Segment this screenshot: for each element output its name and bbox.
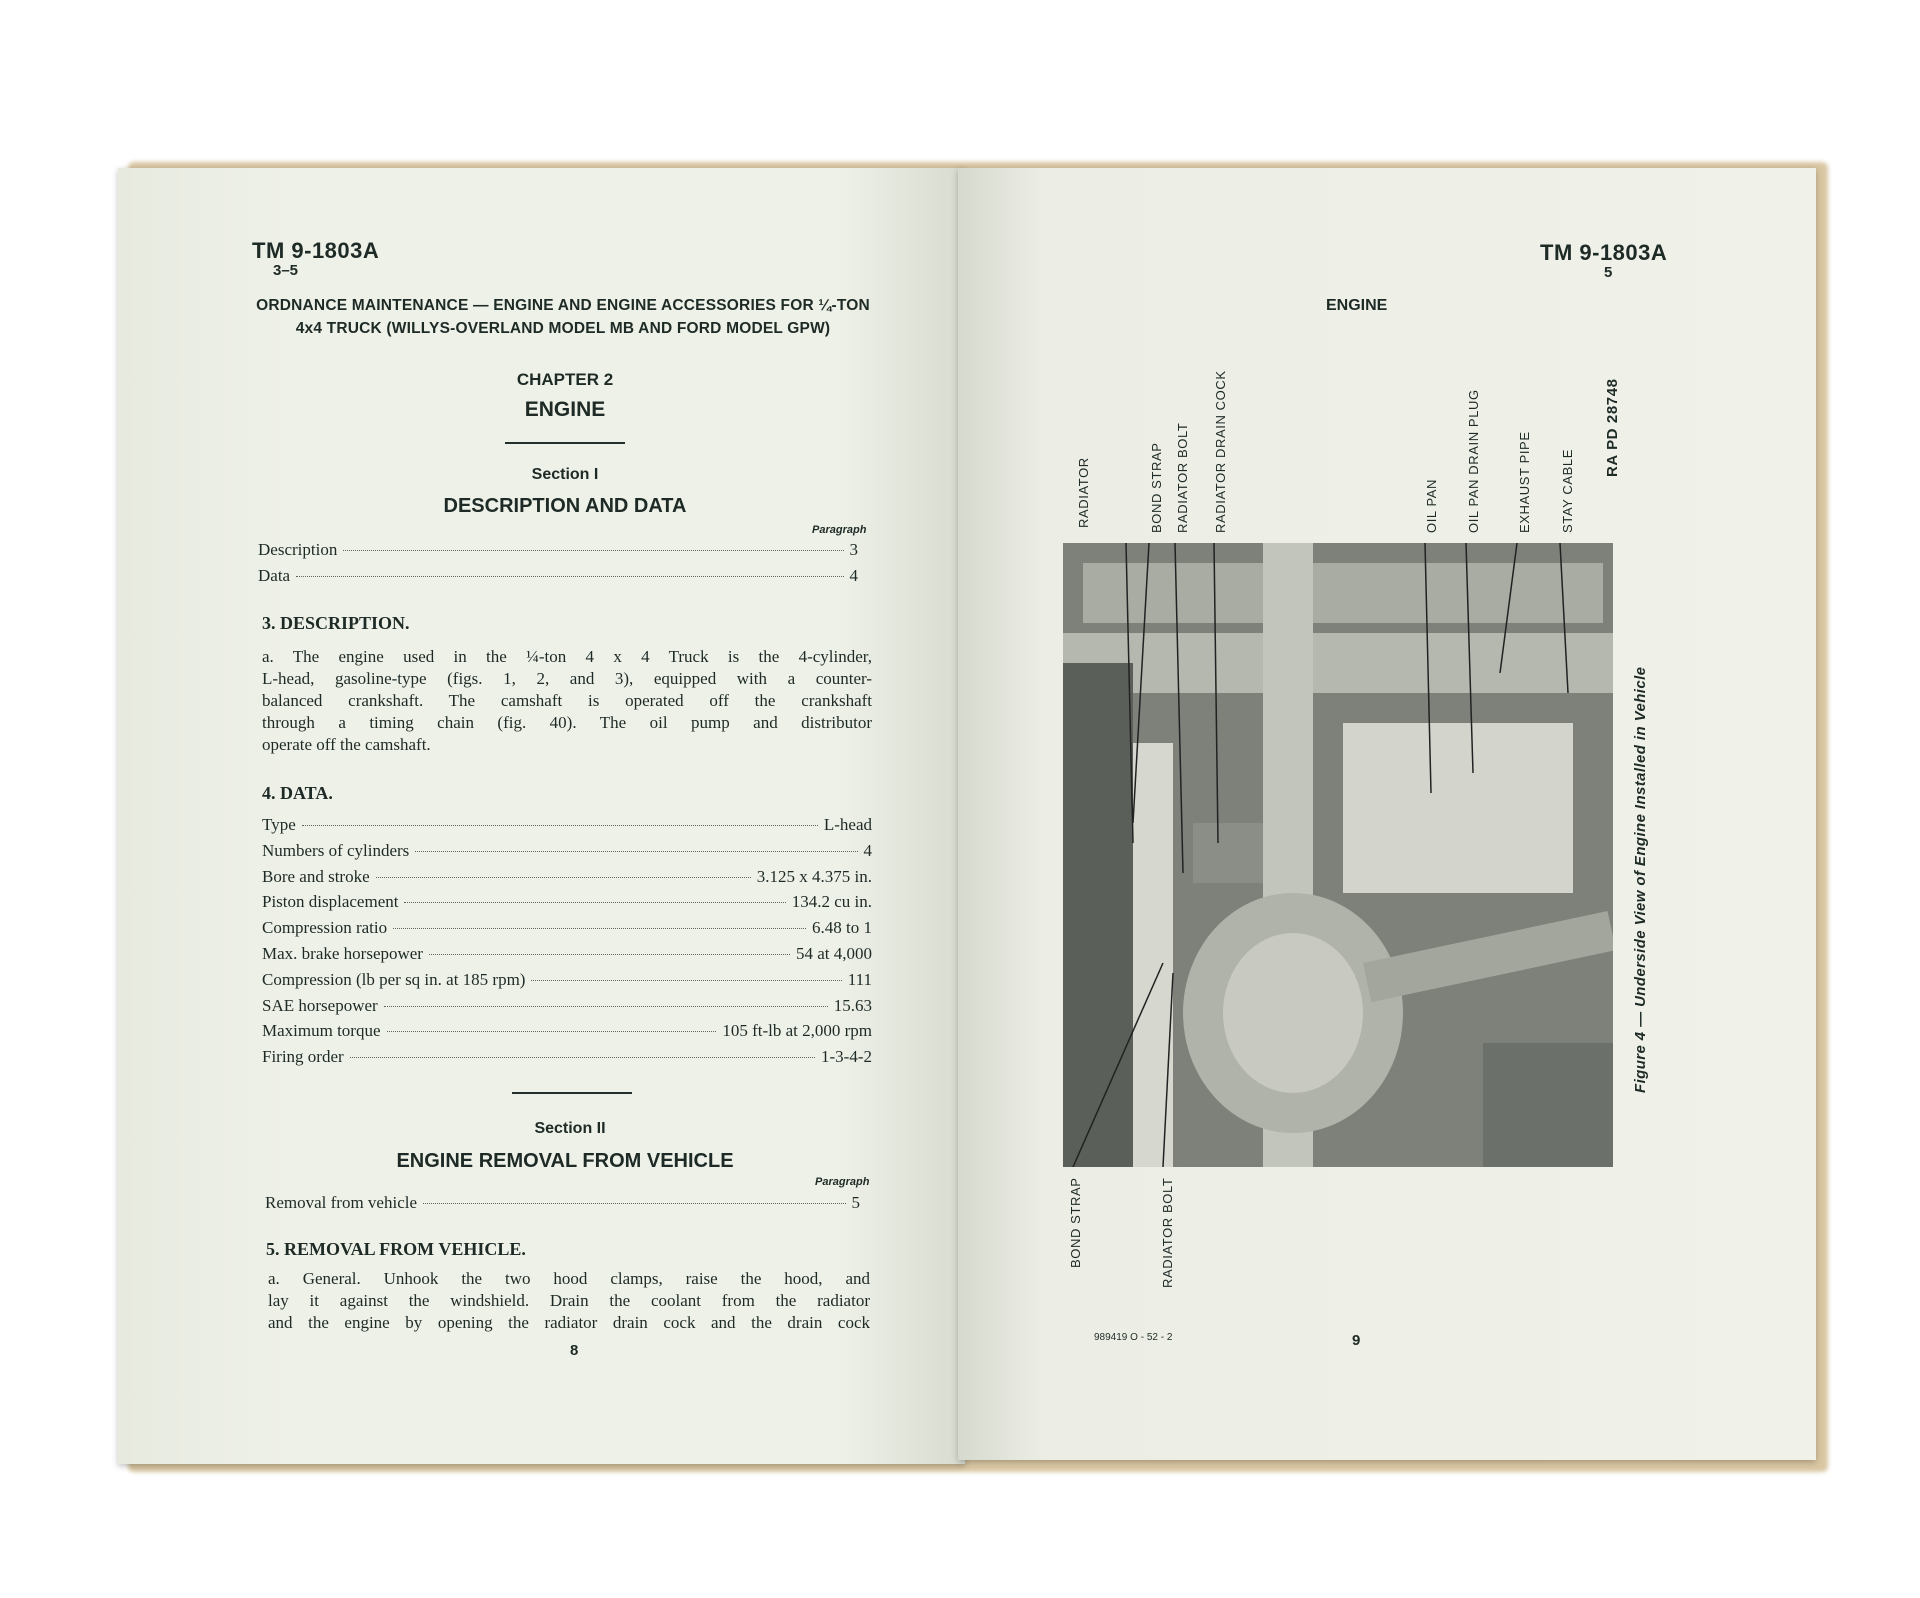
toc-row-label: Description: [258, 540, 338, 559]
label-radiator-bolt-bottom: RADIATOR BOLT: [1160, 1177, 1175, 1288]
text-line: lay it against the windshield. Drain the coolant from the radiator: [268, 1291, 870, 1310]
label-radiator: RADIATOR: [1076, 457, 1091, 528]
data-row-label: Max. brake horsepower: [262, 943, 423, 963]
engine-photo-illustration: [1063, 543, 1613, 1167]
data-row: [262, 867, 872, 893]
data-row-label: Compression ratio: [262, 918, 388, 938]
engine-underside-photo: [1063, 543, 1613, 1167]
data-row-label: Firing order: [262, 1047, 344, 1067]
text-line: through a timing chain (fig. 40). The oil pump and distributor: [262, 713, 872, 732]
label-bond-strap: BOND STRAP: [1149, 442, 1164, 533]
description-heading: 3. DESCRIPTION.: [262, 613, 410, 633]
text-line: a. The engine used in the ¼-ton 4 x 4 Truck is the 4-cylinder,: [262, 647, 872, 666]
running-header-line1: ORDNANCE MAINTENANCE — ENGINE AND ENGINE ACCESSORIES FOR ¼-TON: [256, 297, 870, 314]
data-row-value: 6.48 to 1: [812, 918, 872, 938]
data-row-value: 54 at 4,000: [795, 943, 872, 963]
data-row-value: 105 ft-lb at 2,000 rpm: [722, 1021, 872, 1041]
text-line: balanced crankshaft. The camshaft is operated off the crankshaft: [262, 691, 872, 710]
toc-row-page: 5: [851, 1193, 860, 1212]
data-row: [262, 996, 872, 1022]
data-heading: 4. DATA.: [262, 783, 333, 803]
data-row-label: Maximum torque: [262, 1021, 381, 1041]
label-radiator-bolt: RADIATOR BOLT: [1175, 422, 1190, 533]
data-row-label: SAE horsepower: [262, 995, 378, 1015]
data-row: [262, 1047, 872, 1073]
dot-leader: [393, 928, 806, 929]
toc-row-page: 4: [849, 566, 858, 585]
data-row-value: 134.2 cu in.: [791, 892, 872, 912]
dot-leader: [387, 1031, 717, 1032]
data-row-label: Type: [262, 815, 296, 834]
data-row-value: 4: [863, 840, 872, 860]
data-row-value: 1-3-4-2: [821, 1047, 872, 1067]
data-row-label: Compression (lb per sq in. at 185 rpm): [262, 969, 526, 989]
toc-row-page: 3: [849, 540, 858, 559]
figure-caption: Figure 4 — Underside View of Engine Installed in Vehicle: [1632, 666, 1649, 1093]
text-line: operate off the camshaft.: [262, 735, 431, 754]
dot-leader: [384, 1006, 828, 1007]
toc-row-label: Data: [258, 566, 291, 585]
dot-leader: [343, 550, 843, 551]
label-stay-cable: STAY CABLE: [1560, 448, 1575, 533]
paragraph-label-2: Paragraph: [815, 1176, 870, 1188]
data-row: [262, 1021, 872, 1047]
data-table: [262, 815, 872, 1073]
chapter-title: ENGINE: [524, 398, 606, 421]
dot-leader: [531, 980, 841, 981]
dot-leader: [423, 1203, 845, 1204]
toc-row[interactable]: [258, 566, 858, 586]
tm-sub-left: 3–5: [273, 262, 299, 279]
description-paragraph: [262, 646, 872, 756]
text-line: and the engine by opening the radiator drain cock and the drain cock: [268, 1313, 870, 1332]
data-row-label: Bore and stroke: [262, 866, 370, 886]
dot-leader: [415, 851, 857, 852]
running-header-line2: 4x4 TRUCK (WILLYS-OVERLAND MODEL MB AND FORD MODEL GPW): [295, 320, 831, 337]
paragraph-label-1: Paragraph: [812, 524, 867, 536]
data-row-label: Numbers of cylinders: [262, 840, 410, 860]
text-line: L-head, gasoline-type (figs. 1, 2, and 3), equipped with a counter-: [262, 669, 872, 688]
text-line: a. General. Unhook the two hood clamps, raise the hood, and: [268, 1269, 870, 1288]
data-row: [262, 918, 872, 944]
data-row-value: 111: [847, 969, 872, 989]
data-row-value: 15.63: [833, 995, 872, 1015]
label-bond-strap-bottom: BOND STRAP: [1068, 1177, 1083, 1268]
data-row: [262, 841, 872, 867]
label-oil-pan: OIL PAN: [1424, 478, 1439, 533]
tm-number-left: TM 9-1803A: [252, 238, 380, 263]
section1-label: Section I: [531, 466, 599, 483]
tm-number-right: TM 9-1803A: [1540, 240, 1668, 265]
removal-heading: 5. REMOVAL FROM VEHICLE.: [266, 1239, 526, 1259]
chapter-label: CHAPTER 2: [516, 370, 614, 389]
label-oil-pan-drain-plug: OIL PAN DRAIN PLUG: [1466, 389, 1481, 533]
section2-title: ENGINE REMOVAL FROM VEHICLE: [396, 1150, 734, 1172]
running-head-right: ENGINE: [1326, 297, 1388, 314]
print-code: 989419 O - 52 - 2: [1094, 1332, 1173, 1343]
data-row: [262, 944, 872, 970]
divider-rule: [512, 1092, 632, 1094]
toc-row[interactable]: [258, 540, 858, 560]
dot-leader: [429, 954, 790, 955]
data-row: [262, 892, 872, 918]
data-row: [262, 815, 872, 841]
label-radiator-drain-cock: RADIATOR DRAIN COCK: [1213, 370, 1228, 533]
section2-label: Section II: [534, 1120, 606, 1137]
data-row: [262, 970, 872, 996]
label-exhaust-pipe: EXHAUST PIPE: [1517, 431, 1532, 533]
dot-leader: [302, 825, 818, 826]
dot-leader: [350, 1057, 815, 1058]
dot-leader: [376, 877, 751, 878]
toc-row-label: Removal from vehicle: [265, 1193, 418, 1212]
page-number-right: 9: [1352, 1332, 1361, 1349]
divider-rule: [505, 442, 625, 444]
page-number-left: 8: [570, 1342, 579, 1359]
removal-paragraph: [268, 1268, 870, 1334]
dot-leader: [296, 576, 843, 577]
data-row-value: L-head: [823, 815, 872, 834]
data-row-value: 3.125 x 4.375 in.: [756, 866, 872, 886]
tm-sub-right: 5: [1604, 264, 1613, 281]
section1-title: DESCRIPTION AND DATA: [443, 495, 687, 517]
dot-leader: [404, 902, 785, 903]
ra-pd-number: RA PD 28748: [1604, 378, 1621, 477]
data-row-label: Piston displacement: [262, 892, 399, 912]
toc-row[interactable]: [265, 1193, 860, 1213]
